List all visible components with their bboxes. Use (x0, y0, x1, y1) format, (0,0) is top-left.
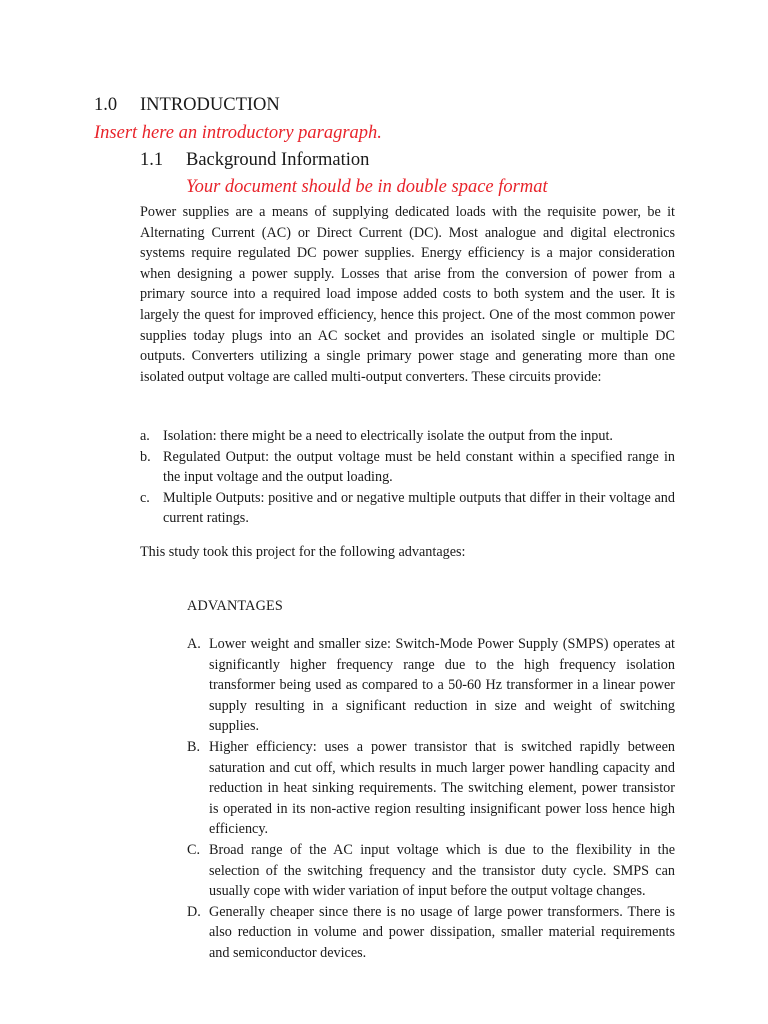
list-item-text: Isolation: there might be a need to electrically isolate the output from the input. (163, 428, 613, 444)
circuit-provides-list (140, 426, 675, 529)
subsection-title: Background Information (186, 150, 370, 170)
list-item (187, 840, 675, 902)
list-item (140, 426, 675, 447)
background-paragraph: Power supplies are a means of supplying dedicated loads with the requisite power, be it Alternating Current (AC) or Direct Current (DC). Most analogue and digital electronics systems require regulated DC power supplies. Energy efficiency is a major consideration when designing a power supply. Losses that arise from the conversion of power from a primary source into a required load impose added costs to both system and the user. It is largely the quest for improved efficiency, hence this project. One of the most common power supplies today plugs into an AC socket and provides an isolated single or multiple DC outputs. Converters utilizing a single primary power stage and generating more than one isolated output voltage are called multi-output converters. These circuits provide: (140, 204, 675, 385)
list-item (187, 902, 675, 964)
list-marker: D. (187, 903, 201, 920)
section-title: INTRODUCTION (140, 95, 280, 115)
list-item-text: Regulated Output: the output voltage must be held constant within a specified range in the input voltage and the output loading. (163, 448, 675, 486)
list-item-text: Higher efficiency: uses a power transistor that is switched rapidly between saturation and cut off, which results in much larger power handling capacity and reduction in heat sinking requirements. The switching element, power transistor is operated in its non-active region resulting insignificant power loss hence high efficiency. (209, 738, 675, 838)
list-item (140, 447, 675, 488)
list-item (140, 488, 675, 529)
list-item-text: Broad range of the AC input voltage which is due to the flexibility in the selection of the switching frequency and the transistor duty cycle. SMPS can usually cope with wider variation of input before the output voltage changes. (209, 841, 675, 900)
list-item (187, 634, 675, 737)
intro-placeholder-note: Insert here an introductory paragraph. (94, 123, 382, 143)
list-item-text: Multiple Outputs: positive and or negative multiple outputs that differ in their voltage and current ratings. (163, 489, 675, 527)
format-instruction-note: Your document should be in double space format (186, 177, 548, 197)
list-marker: a. (140, 428, 150, 444)
advantages-heading: ADVANTAGES (187, 598, 283, 614)
subsection-number: 1.1 (140, 150, 164, 170)
list-item (187, 737, 675, 840)
list-marker: b. (140, 448, 151, 465)
subsection-heading (140, 149, 369, 171)
list-marker: C. (187, 841, 201, 858)
section-number: 1.0 (94, 95, 118, 115)
list-item-text: Generally cheaper since there is no usage of large power transformers. There is also reduction in volume and power dissipation, smaller material requirements and semiconductor devices. (209, 903, 675, 961)
study-sentence: This study took this project for the following advantages: (140, 544, 466, 560)
list-marker: c. (140, 489, 150, 506)
list-marker: A. (187, 636, 201, 652)
list-marker: B. (187, 738, 201, 755)
list-item-text: Lower weight and smaller size: Switch-Mode Power Supply (SMPS) operates at significantly higher frequency range due to the high frequency isolation transformer being used as compared to a 50-60 Hz transformer in a linear power supply resulting in a significant reduction in size and weight of switching supplies. (209, 636, 675, 735)
section-heading (94, 94, 280, 116)
advantages-list (187, 634, 675, 964)
